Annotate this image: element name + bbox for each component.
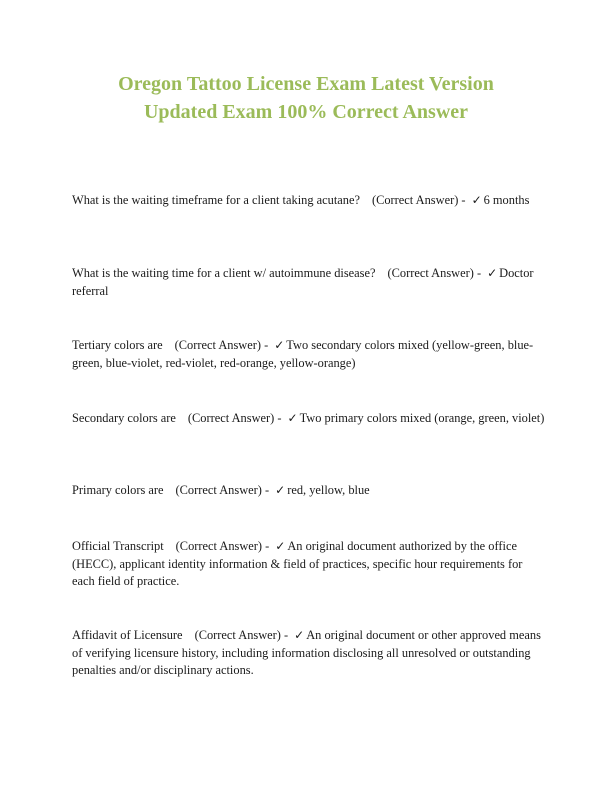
question-text: What is the waiting time for a client w/ autoimmune disease? — [72, 266, 376, 280]
answer-tag: (Correct Answer) - — [175, 539, 270, 553]
answer-text: An original document or other approved means of verifying licensure history, including information disclosing all unresolved or outstanding penalties and/or disciplinary actions. — [72, 628, 541, 677]
answer-tag: (Correct Answer) - — [387, 266, 482, 280]
qa-item — [72, 410, 548, 428]
qa-item — [72, 538, 548, 591]
question-text: Affidavit of Licensure — [72, 628, 183, 642]
answer-text: Two primary colors mixed (orange, green, violet) — [299, 411, 545, 425]
question-text: Official Transcript — [72, 539, 164, 553]
answer-tag: (Correct Answer) - — [175, 483, 270, 497]
title-line-2: Updated Exam 100% Correct Answer — [143, 101, 469, 123]
question-text: Tertiary colors are — [72, 338, 163, 352]
answer-text: An original document authorized by the office (HECC), applicant identity information & field of practices, specific hour requirements for each field of practice. — [72, 539, 523, 588]
answer-text: Two secondary colors mixed (yellow-green, blue-green, blue-violet, red-violet, red-orange, yellow-orange) — [72, 338, 534, 370]
question-text: What is the waiting timeframe for a client taking acutane? — [72, 193, 360, 207]
answer-tag: (Correct Answer) - — [187, 411, 282, 425]
answer-text: 6 months — [483, 193, 530, 207]
document-title — [60, 70, 552, 126]
answer-text: Doctor referral — [72, 266, 534, 298]
checkmark-icon: ✓ — [275, 483, 286, 497]
checkmark-icon: ✓ — [471, 193, 482, 207]
answer-tag: (Correct Answer) - — [174, 338, 269, 352]
checkmark-icon: ✓ — [487, 266, 498, 280]
qa-item — [72, 192, 548, 210]
qa-item — [72, 337, 548, 372]
checkmark-icon: ✓ — [294, 628, 305, 642]
qa-item — [72, 482, 548, 500]
question-text: Secondary colors are — [72, 411, 176, 425]
title-line-1: Oregon Tattoo License Exam Latest Version — [118, 73, 494, 95]
checkmark-icon: ✓ — [287, 411, 298, 425]
answer-text: red, yellow, blue — [287, 483, 370, 497]
answer-tag: (Correct Answer) - — [194, 628, 289, 642]
question-text: Primary colors are — [72, 483, 164, 497]
qa-item — [72, 627, 548, 680]
qa-item — [72, 265, 548, 300]
answer-tag: (Correct Answer) - — [371, 193, 466, 207]
checkmark-icon: ✓ — [275, 539, 286, 553]
checkmark-icon: ✓ — [274, 338, 285, 352]
